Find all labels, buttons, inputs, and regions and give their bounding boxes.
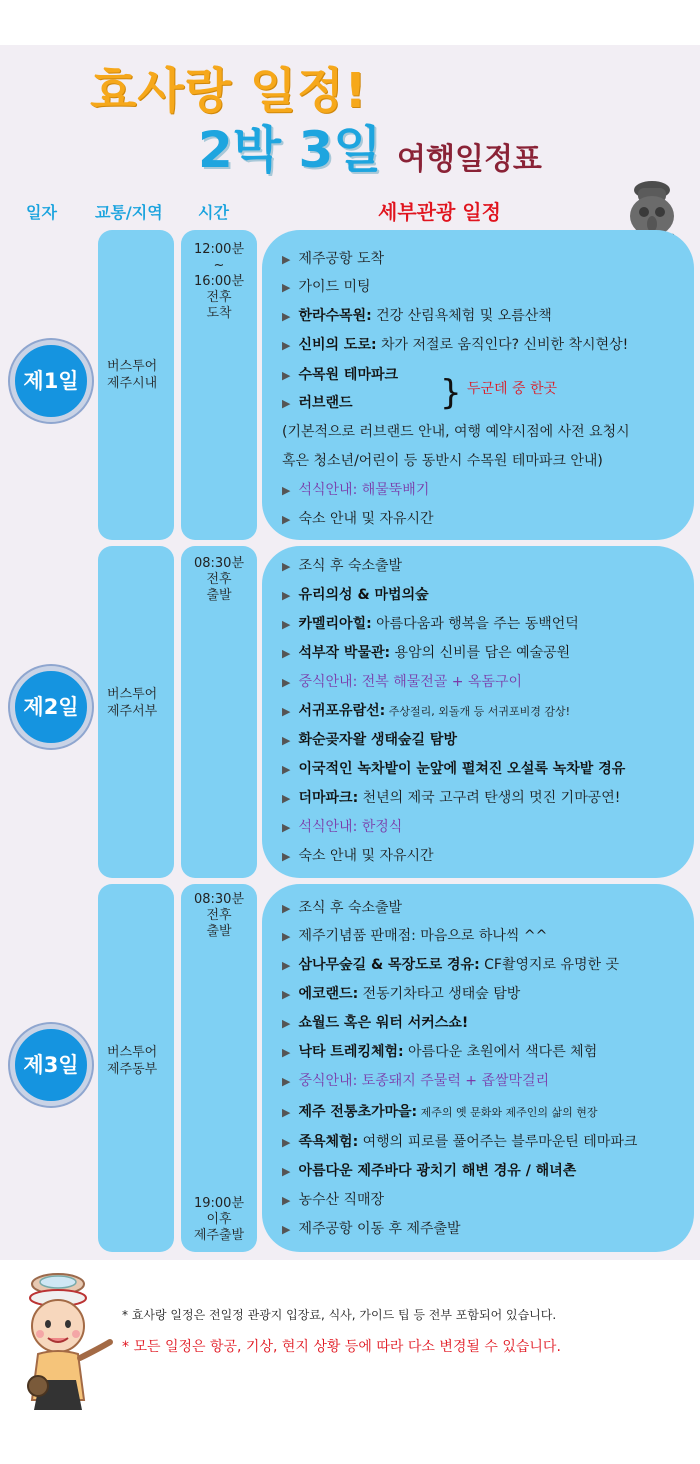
day2-time: 08:30분 전후 출발: [193, 556, 245, 603]
list-item: ▶ 중식안내: 전복 해물전골 + 옥돔구이: [282, 674, 523, 690]
list-item: ▶ 서귀포유람선: 주상절리, 외돌개 등 서귀포비경 감상!: [282, 703, 570, 719]
list-item: ▶ 이국적인 녹차밭이 눈앞에 펼쳐진 오설록 녹차밭 경유: [282, 761, 626, 777]
page-title: 효사랑 일정!: [90, 63, 368, 119]
included-note: * 효사랑 일정은 전일정 관광지 입장료, 식사, 가이드 팁 등 전부 포함되어 있습니다.: [122, 1308, 557, 1322]
header-details: 세부관광 일정: [378, 200, 501, 224]
list-item: ▶ 아름다운 제주바다 광치기 해변 경유 / 해녀촌: [282, 1163, 577, 1179]
itinerary-subtitle: 여행일정표: [397, 142, 542, 177]
list-item: ▶ 중식안내: 토종돼지 주물럭 + 좁쌀막걸리: [282, 1073, 550, 1089]
day1-note-line1: (기본적으로 러브랜드 안내, 여행 예약시점에 사전 요청시: [282, 424, 630, 440]
list-item: ▶ 제주기념품 판매점: 마음으로 하나씩 ^^: [282, 928, 548, 944]
header-day: 일자: [26, 203, 57, 222]
list-item: ▶ 제주 전통초가마을: 제주의 옛 문화와 제주인의 삶의 현장: [282, 1104, 598, 1120]
list-item: ▶ 카멜리아힐: 아름다움과 행복을 주는 동백언덕: [282, 616, 579, 632]
list-item: ▶ 한라수목원: 건강 산림욕체험 및 오름산책: [282, 308, 552, 324]
list-item: ▶ 삼나무숲길 & 목장도로 경유: CF촬영지로 유명한 곳: [282, 957, 620, 973]
list-item: ▶ 쇼월드 혹은 워터 서커스쇼!: [282, 1015, 469, 1031]
day3-transport: 버스투어 제주동부: [107, 1045, 158, 1077]
list-item: ▶ 유리의성 & 마법의숲: [282, 587, 429, 603]
list-item: ▶ 조식 후 숙소출발: [282, 558, 403, 574]
day1-transport: 버스투어 제주시내: [107, 359, 158, 391]
list-item: ▶ 숙소 안내 및 자유시간: [282, 848, 434, 864]
day1-badge: 제1일: [10, 340, 92, 422]
list-item: ▶ 수목원 테마파크: [282, 367, 399, 383]
change-warning: * 모든 일정은 항공, 기상, 현지 상황 등에 따라 다소 변경될 수 있습니다.: [122, 1339, 561, 1355]
list-item: ▶ 신비의 도로: 차가 저절로 움직인다? 신비한 착시현상!: [282, 337, 629, 353]
day3-time: 08:30분 전후 출발: [193, 892, 245, 939]
header-transport: 교통/지역: [95, 203, 163, 222]
day2-badge: 제2일: [10, 666, 92, 748]
list-item: ▶ 에코랜드: 전동기차타고 생태숲 탐방: [282, 986, 521, 1002]
day3-badge: 제3일: [10, 1024, 92, 1106]
list-item: ▶ 가이드 미팅: [282, 279, 371, 295]
list-item: ▶ 화순곶자왈 생태숲길 탐방: [282, 732, 457, 748]
header-time: 시간: [198, 203, 229, 222]
day1-note-line2: 혹은 청소년/어린이 등 동반시 수목원 테마파크 안내): [282, 453, 603, 469]
list-item: ▶ 석식안내: 한정식: [282, 819, 403, 835]
list-item: ▶ 낙타 트레킹체험: 아름다운 초원에서 색다른 체험: [282, 1044, 598, 1060]
day2-transport: 버스투어 제주서부: [107, 687, 158, 719]
day1-time: 12:00분 ~ 16:00분 전후 도착: [193, 242, 245, 321]
list-item: ▶ 제주공항 이동 후 제주출발: [282, 1221, 461, 1237]
list-item: ▶ 석부작 박물관: 용암의 신비를 담은 예술공원: [282, 645, 571, 661]
list-item: ▶ 제주공항 도착: [282, 251, 385, 267]
day3-time-end: 19:00분 이후 제주출발: [193, 1196, 245, 1243]
grandma-mascot-icon: [10, 1270, 120, 1420]
list-item: ▶ 조식 후 숙소출발: [282, 900, 403, 916]
choice-note: 두군데 중 한곳: [467, 381, 558, 397]
trip-length-title: 2박 3일: [198, 121, 382, 179]
list-item: ▶ 석식안내: 해물뚝배기: [282, 482, 430, 498]
list-item: ▶ 숙소 안내 및 자유시간: [282, 511, 434, 527]
brace-icon: }: [440, 373, 462, 413]
list-item: ▶ 농수산 직매장: [282, 1192, 385, 1208]
list-item: ▶ 러브랜드: [282, 395, 353, 411]
list-item: ▶ 더마파크: 천년의 제국 고구려 탄생의 멋진 기마공연!: [282, 790, 621, 806]
list-item: ▶ 족욕체험: 여행의 피로를 풀어주는 블루마운틴 테마파크: [282, 1134, 638, 1150]
